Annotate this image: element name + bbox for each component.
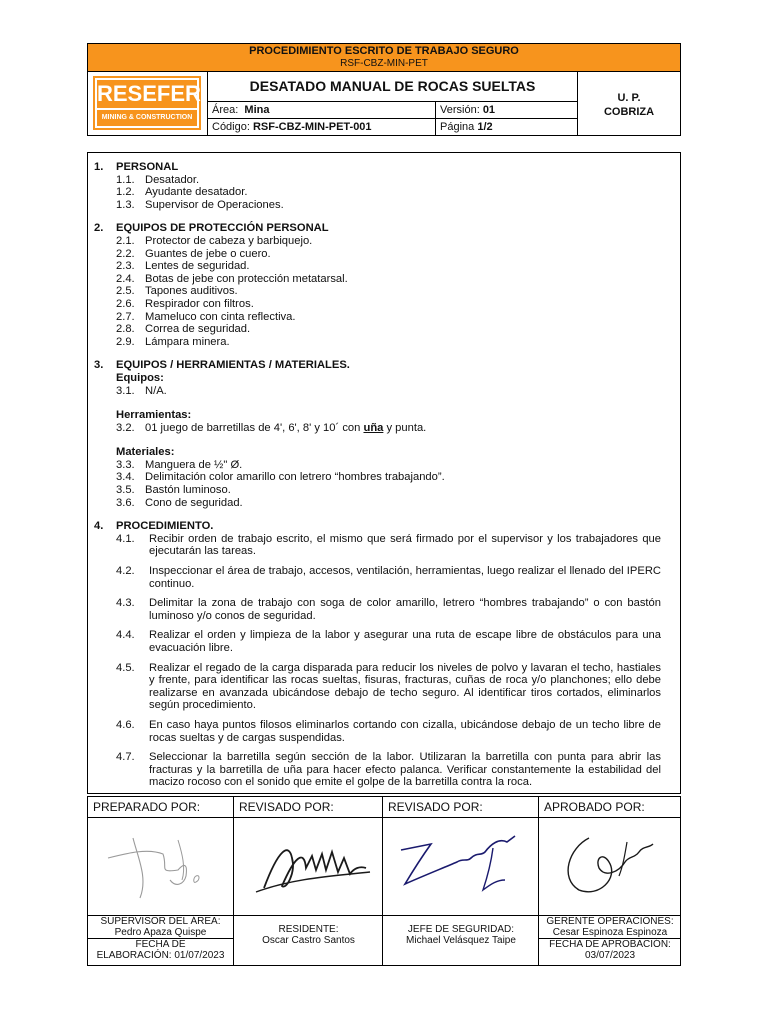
section-title: PERSONAL	[116, 161, 179, 173]
list-item: 2.8. Correa de seguridad.	[116, 323, 251, 336]
meta-row-area	[208, 102, 578, 119]
header-band	[88, 44, 680, 72]
production-unit-line2: COBRIZA	[603, 106, 655, 118]
procedure-step: 4.6. En caso haya puntos filosos eliminarlos cortando con cizalla, ubicándose debajo de un techo libre de rocas sueltas y de cargas suspendidas.	[116, 718, 661, 744]
date-label: FECHA DE APROBACIÓN:	[549, 939, 671, 950]
meta-row-code	[208, 119, 578, 135]
signature-column-prepared	[88, 797, 233, 965]
document-title: DESATADO MANUAL DE ROCAS SUELTAS	[208, 71, 578, 102]
area-label: Área:	[212, 104, 239, 116]
signer-role: JEFE DE SEGURIDAD:	[407, 924, 515, 935]
section-ppe	[94, 222, 661, 348]
procedure-step: 4.4. Realizar el orden y limpieza de la labor y asegurar una ruta de escape libre de obstáculos para una evacuación libre.	[116, 629, 661, 654]
handwritten-signature	[234, 818, 383, 915]
procedure-step: 4.3. Delimitar la zona de trabajo con soga de color amarillo, letrero “hombres trabajando” o con bastón luminoso y/o conos de seguridad.	[116, 597, 661, 622]
signature-footer	[383, 915, 539, 965]
section-number: 1.	[94, 161, 104, 173]
list-item: 2.2. Guantes de jebe o cuero.	[116, 247, 271, 260]
signer-role: GERENTE OPERACIONES:	[546, 916, 674, 927]
code-label: Código:	[212, 121, 250, 133]
page-label: Página	[440, 121, 475, 133]
signer-name: Cesar Espinoza Espinoza	[539, 927, 681, 939]
signature-column-approved	[538, 797, 681, 965]
list-item: 3.6. Cono de seguridad.	[116, 496, 243, 509]
signature-table	[87, 796, 681, 966]
signer-role: SUPERVISOR DEL ÁREA:	[100, 916, 221, 927]
section-number: 3.	[94, 359, 104, 372]
company-logo	[93, 76, 201, 137]
version-value: 01	[482, 104, 496, 116]
section-title: EQUIPOS / HERRAMIENTAS / MATERIALES.	[116, 359, 350, 372]
version-label: Versión:	[440, 104, 480, 116]
list-item: 2.4. Botas de jebe con protección metatarsal.	[116, 272, 348, 285]
signer-name: Michael Velásquez Taipe	[406, 935, 516, 946]
section-equipment	[94, 359, 661, 509]
materiales-heading: Materiales:	[116, 446, 175, 459]
signature-column-reviewed-1	[233, 797, 383, 965]
signer-name: Pedro Apaza Quispe	[88, 927, 233, 939]
procedure-step: 4.7. Seleccionar la barretilla según sección de la labor. Utilizaran la barretilla con punta para abrir las fracturas y la barretilla de uña para hacer efecto palanca. Verificar constantemente la estabilidad del macizo rocoso con el sonido que emite el golpe de la barretilla contra la roca.	[116, 751, 661, 789]
signature-header: REVISADO POR:	[383, 797, 539, 818]
section-title: PROCEDIMIENTO.	[116, 520, 214, 533]
list-item: 3.3. Manguera de ½" Ø.	[116, 458, 243, 471]
logo-cell	[88, 71, 208, 135]
procedure-type-title: PROCEDIMIENTO ESCRITO DE TRABAJO SEGURO	[249, 45, 519, 57]
list-item: 1.1. Desatador.	[116, 173, 200, 186]
logo-wordmark: RESEFER	[97, 81, 201, 106]
signer-name: Oscar Castro Santos	[262, 935, 355, 946]
section-procedure	[94, 520, 661, 789]
list-item: 2.1. Protector de cabeza y barbiquejo.	[116, 234, 313, 247]
handwritten-signature	[88, 818, 233, 915]
area-value: Mina	[244, 104, 270, 116]
logo-tagline: MINING & CONSTRUCTION S.A	[97, 110, 197, 126]
equipos-heading: Equipos:	[116, 371, 164, 384]
list-item: 3.4. Delimitación color amarillo con letrero “hombres trabajando”.	[116, 471, 445, 484]
list-item: 1.2. Ayudante desatador.	[116, 186, 248, 199]
list-item: 3.5. Bastón luminoso.	[116, 484, 231, 497]
production-unit-line1: U. P.	[617, 92, 641, 104]
list-item: 2.9. Lámpara minera.	[116, 335, 230, 348]
list-item: 2.5. Tapones auditivos.	[116, 285, 238, 298]
signature-footer	[539, 915, 681, 965]
list-item: 3.1. N/A.	[116, 384, 167, 397]
list-item: 2.3. Lentes de seguridad.	[116, 260, 250, 273]
handwritten-signature	[539, 818, 681, 915]
list-item: 1.3. Supervisor de Operaciones.	[116, 198, 284, 211]
procedure-step: 4.1. Recibir orden de trabajo escrito, el mismo que será firmado por el supervisor y los trabajadores que ejecutarán las tareas.	[116, 532, 661, 558]
date-value: ELABORACIÓN: 01/07/2023	[96, 950, 225, 961]
signature-column-reviewed-2	[382, 797, 539, 965]
signer-role: RESIDENTE:	[278, 924, 339, 935]
section-personal	[94, 161, 661, 211]
procedure-series-code: RSF-CBZ-MIN-PET	[340, 58, 428, 69]
procedure-step: 4.2. Inspeccionar el área de trabajo, accesos, ventilación, herramientas, luego realizar el llenado del IPERC continuo.	[116, 565, 661, 590]
signature-footer	[88, 915, 233, 965]
signature-footer	[234, 915, 383, 965]
production-unit	[578, 71, 680, 135]
list-item: 3.2. 01 juego de barretillas de 4', 6', 8' y 10´ con uña y punta.	[116, 421, 427, 434]
code-value: RSF-CBZ-MIN-PET-001	[252, 121, 372, 133]
signature-header: PREPARADO POR:	[88, 797, 233, 818]
page-value: 1/2	[477, 121, 493, 133]
list-item: 2.7. Mameluco con cinta reflectiva.	[116, 310, 296, 323]
handwritten-signature	[383, 818, 539, 915]
section-number: 4.	[94, 520, 104, 533]
herramientas-heading: Herramientas:	[116, 409, 192, 422]
signature-header: APROBADO POR:	[539, 797, 681, 818]
procedure-body	[87, 152, 681, 794]
section-number: 2.	[94, 222, 104, 235]
date-label: FECHA DE	[135, 939, 186, 950]
document-header	[87, 43, 681, 136]
section-title: EQUIPOS DE PROTECCIÓN PERSONAL	[116, 222, 329, 235]
signature-header: REVISADO POR:	[234, 797, 383, 818]
date-value: 03/07/2023	[584, 950, 636, 961]
procedure-step: 4.5. Realizar el regado de la carga disparada para reducir los niveles de polvo y lavaran el techo, hastiales y frente, para identificar las rocas sueltas, fisuras, fracturas, cuñas de roca y/o planchones; ello debe realizarse en avanzada ubicándose debajo de techo seguro. Al identificar tiros cortados, eliminarlos según procedimiento.	[116, 661, 661, 712]
list-item: 2.6. Respirador con filtros.	[116, 297, 254, 310]
